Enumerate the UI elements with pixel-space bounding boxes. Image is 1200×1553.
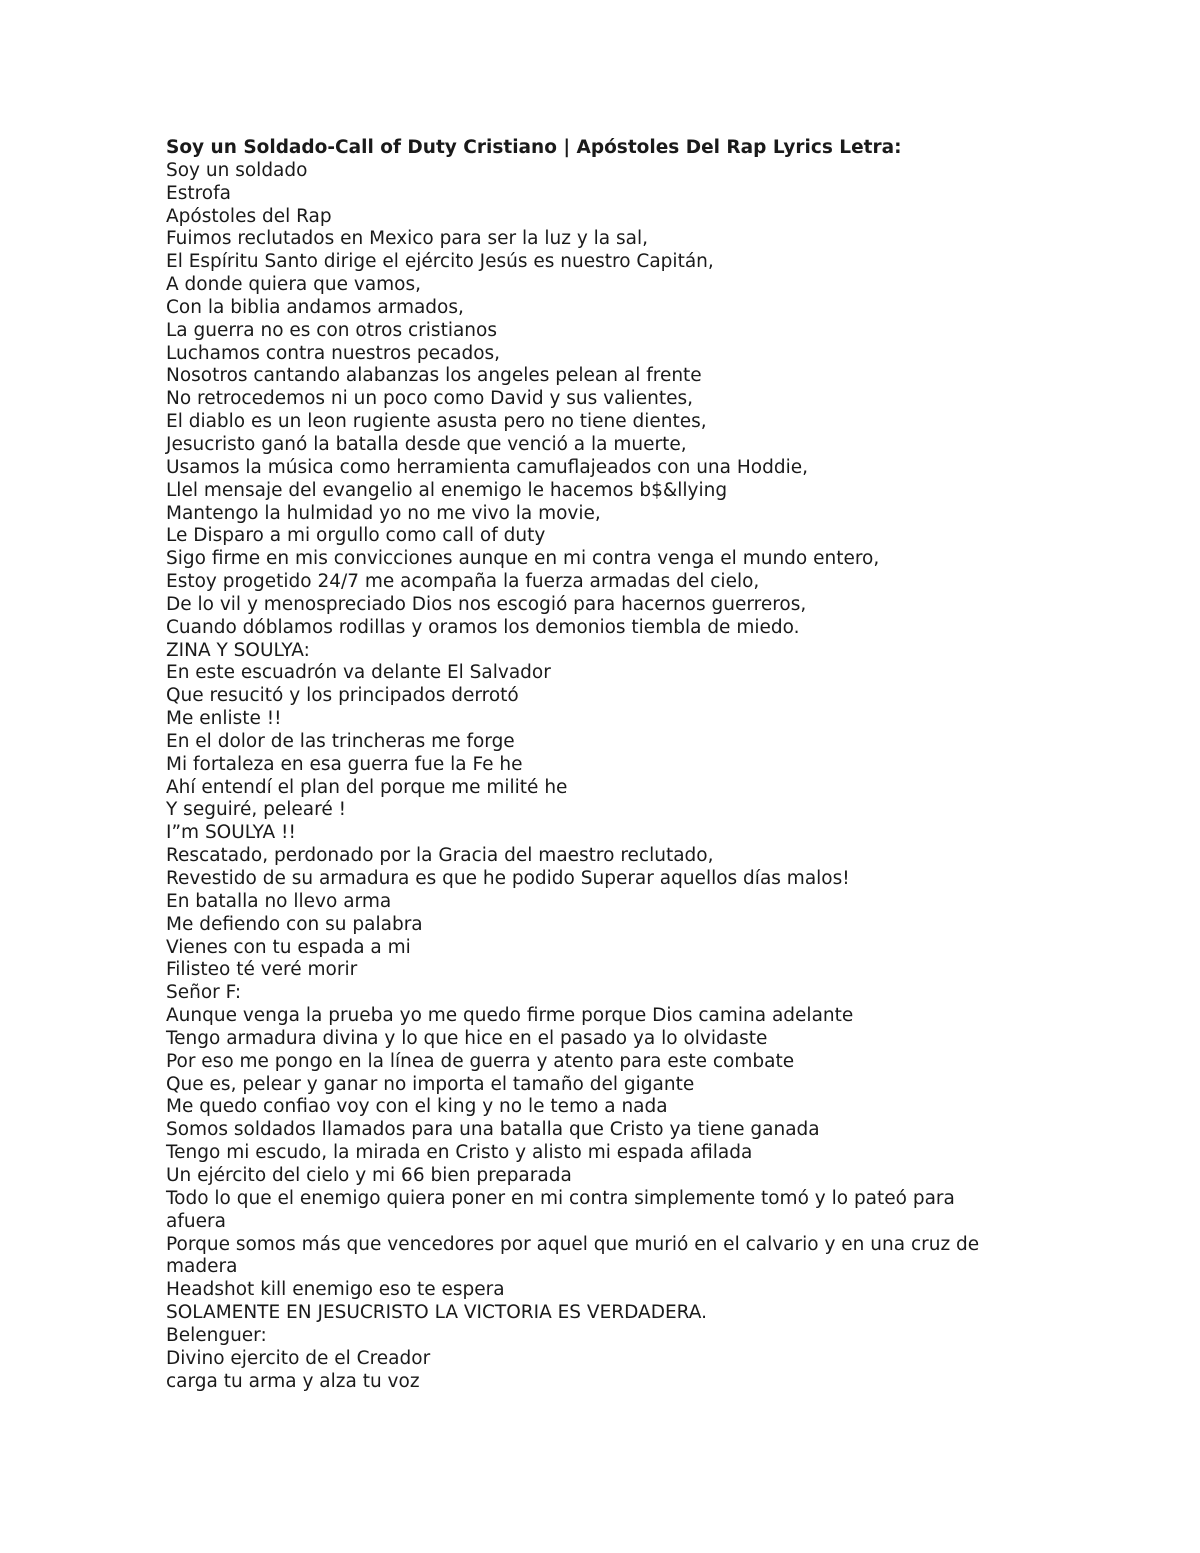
lyric-line: Luchamos contra nuestros pecados, [166, 342, 501, 364]
lyric-line: Estoy progetido 24/7 me acompaña la fuerza armadas del cielo, [166, 571, 760, 593]
lyric-line: Que es, pelear y ganar no importa el tamaño del gigante [166, 1073, 695, 1095]
lyric-line: En batalla no llevo arma [166, 890, 392, 912]
lyric-line: Apóstoles del Rap [166, 205, 332, 227]
document-title: Soy un Soldado-Call of Duty Cristiano | Apóstoles Del Rap Lyrics Letra: [166, 137, 902, 158]
lyric-line: Ahí entendí el plan del porque me milité he [166, 776, 568, 798]
lyric-line: De lo vil y menospreciado Dios nos escogió para hacernos guerreros, [166, 593, 807, 615]
lyric-line: Fuimos reclutados en Mexico para ser la luz y la sal, [166, 228, 649, 250]
lyric-line: Soy un soldado [166, 159, 308, 181]
lyric-line: En este escuadrón va delante El Salvador [166, 662, 551, 684]
lyric-line: Con la biblia andamos armados, [166, 296, 464, 318]
lyric-line: carga tu arma y alza tu voz [166, 1370, 420, 1392]
lyric-line: madera [166, 1256, 238, 1278]
lyric-line: Me enliste !! [166, 708, 282, 730]
lyric-line: Estrofa [166, 182, 231, 204]
lyric-line: Un ejército del cielo y mi 66 bien preparada [166, 1164, 572, 1186]
lyric-line: Señor F: [166, 982, 242, 1004]
lyric-line: Headshot kill enemigo eso te espera [166, 1279, 505, 1301]
lyric-line: El Espíritu Santo dirige el ejército Jesús es nuestro Capitán, [166, 251, 714, 273]
lyric-line: Tengo armadura divina y lo que hice en el pasado ya lo olvidaste [166, 1027, 768, 1049]
lyric-line: Aunque venga la prueba yo me quedo firme porque Dios camina adelante [166, 1005, 854, 1027]
lyric-line: Sigo firme en mis convicciones aunque en mi contra venga el mundo entero, [166, 548, 880, 570]
lyric-line: En el dolor de las trincheras me forge [166, 730, 515, 752]
lyric-line: ZINA Y SOULYA: [166, 639, 310, 661]
lyric-line: Y seguiré, pelearé ! [166, 799, 347, 821]
lyric-line: Jesucristo ganó la batalla desde que venció a la muerte, [166, 433, 687, 455]
lyric-line: Usamos la música como herramienta camuflajeados con una Hoddie, [166, 456, 808, 478]
lyric-line: A donde quiera que vamos, [166, 274, 422, 296]
lyric-line: Me quedo confiao voy con el king y no le temo a nada [166, 1096, 668, 1118]
lyric-line: Vienes con tu espada a mi [166, 936, 411, 958]
lyric-line: I”m SOULYA !! [166, 822, 296, 844]
lyric-line: Le Disparo a mi orgullo como call of duty [166, 525, 546, 547]
lyric-line: Divino ejercito de el Creador [166, 1347, 431, 1369]
lyric-line: Revestido de su armadura es que he podido Superar aquellos días malos! [166, 868, 850, 889]
lyric-line: Por eso me pongo en la línea de guerra y atento para este combate [166, 1050, 795, 1072]
lyric-line: El diablo es un leon rugiente asusta pero no tiene dientes, [166, 411, 707, 433]
lyric-line: Nosotros cantando alabanzas los angeles pelean al frente [166, 365, 702, 387]
lyric-line: Todo lo que el enemigo quiera poner en mi contra simplemente tomó y lo pateó para [166, 1187, 955, 1209]
lyric-line: La guerra no es con otros cristianos [166, 319, 497, 341]
lyric-line: Somos soldados llamados para una batalla que Cristo ya tiene ganada [166, 1119, 820, 1141]
lyrics-lines [166, 160, 1046, 1394]
lyric-line: Mi fortaleza en esa guerra fue la Fe he [166, 753, 523, 775]
lyric-line: Mantengo la hulmidad yo no me vivo la movie, [166, 502, 601, 524]
lyric-line: Tengo mi escudo, la mirada en Cristo y alisto mi espada afilada [166, 1142, 753, 1164]
lyric-line: SOLAMENTE EN JESUCRISTO LA VICTORIA ES VERDADERA. [166, 1302, 707, 1324]
lyric-line: Que resucitó y los principados derrotó [166, 685, 519, 707]
lyric-line: afuera [166, 1210, 226, 1232]
lyric-line: Filisteo té veré morir [166, 959, 358, 981]
lyric-line: Llel mensaje del evangelio al enemigo le hacemos b$&llying [166, 479, 728, 501]
lyric-line: Cuando dóblamos rodillas y oramos los demonios tiembla de miedo. [166, 616, 800, 638]
lyric-line: Rescatado, perdonado por la Gracia del maestro reclutado, [166, 845, 714, 867]
lyric-line: Belenguer: [166, 1324, 267, 1346]
lyrics-body [166, 137, 1046, 1393]
lyric-line: Me defiendo con su palabra [166, 913, 423, 935]
lyric-line: Porque somos más que vencedores por aquel que murió en el calvario y en una cruz de [166, 1233, 980, 1255]
lyric-line: No retrocedemos ni un poco como David y sus valientes, [166, 388, 693, 410]
